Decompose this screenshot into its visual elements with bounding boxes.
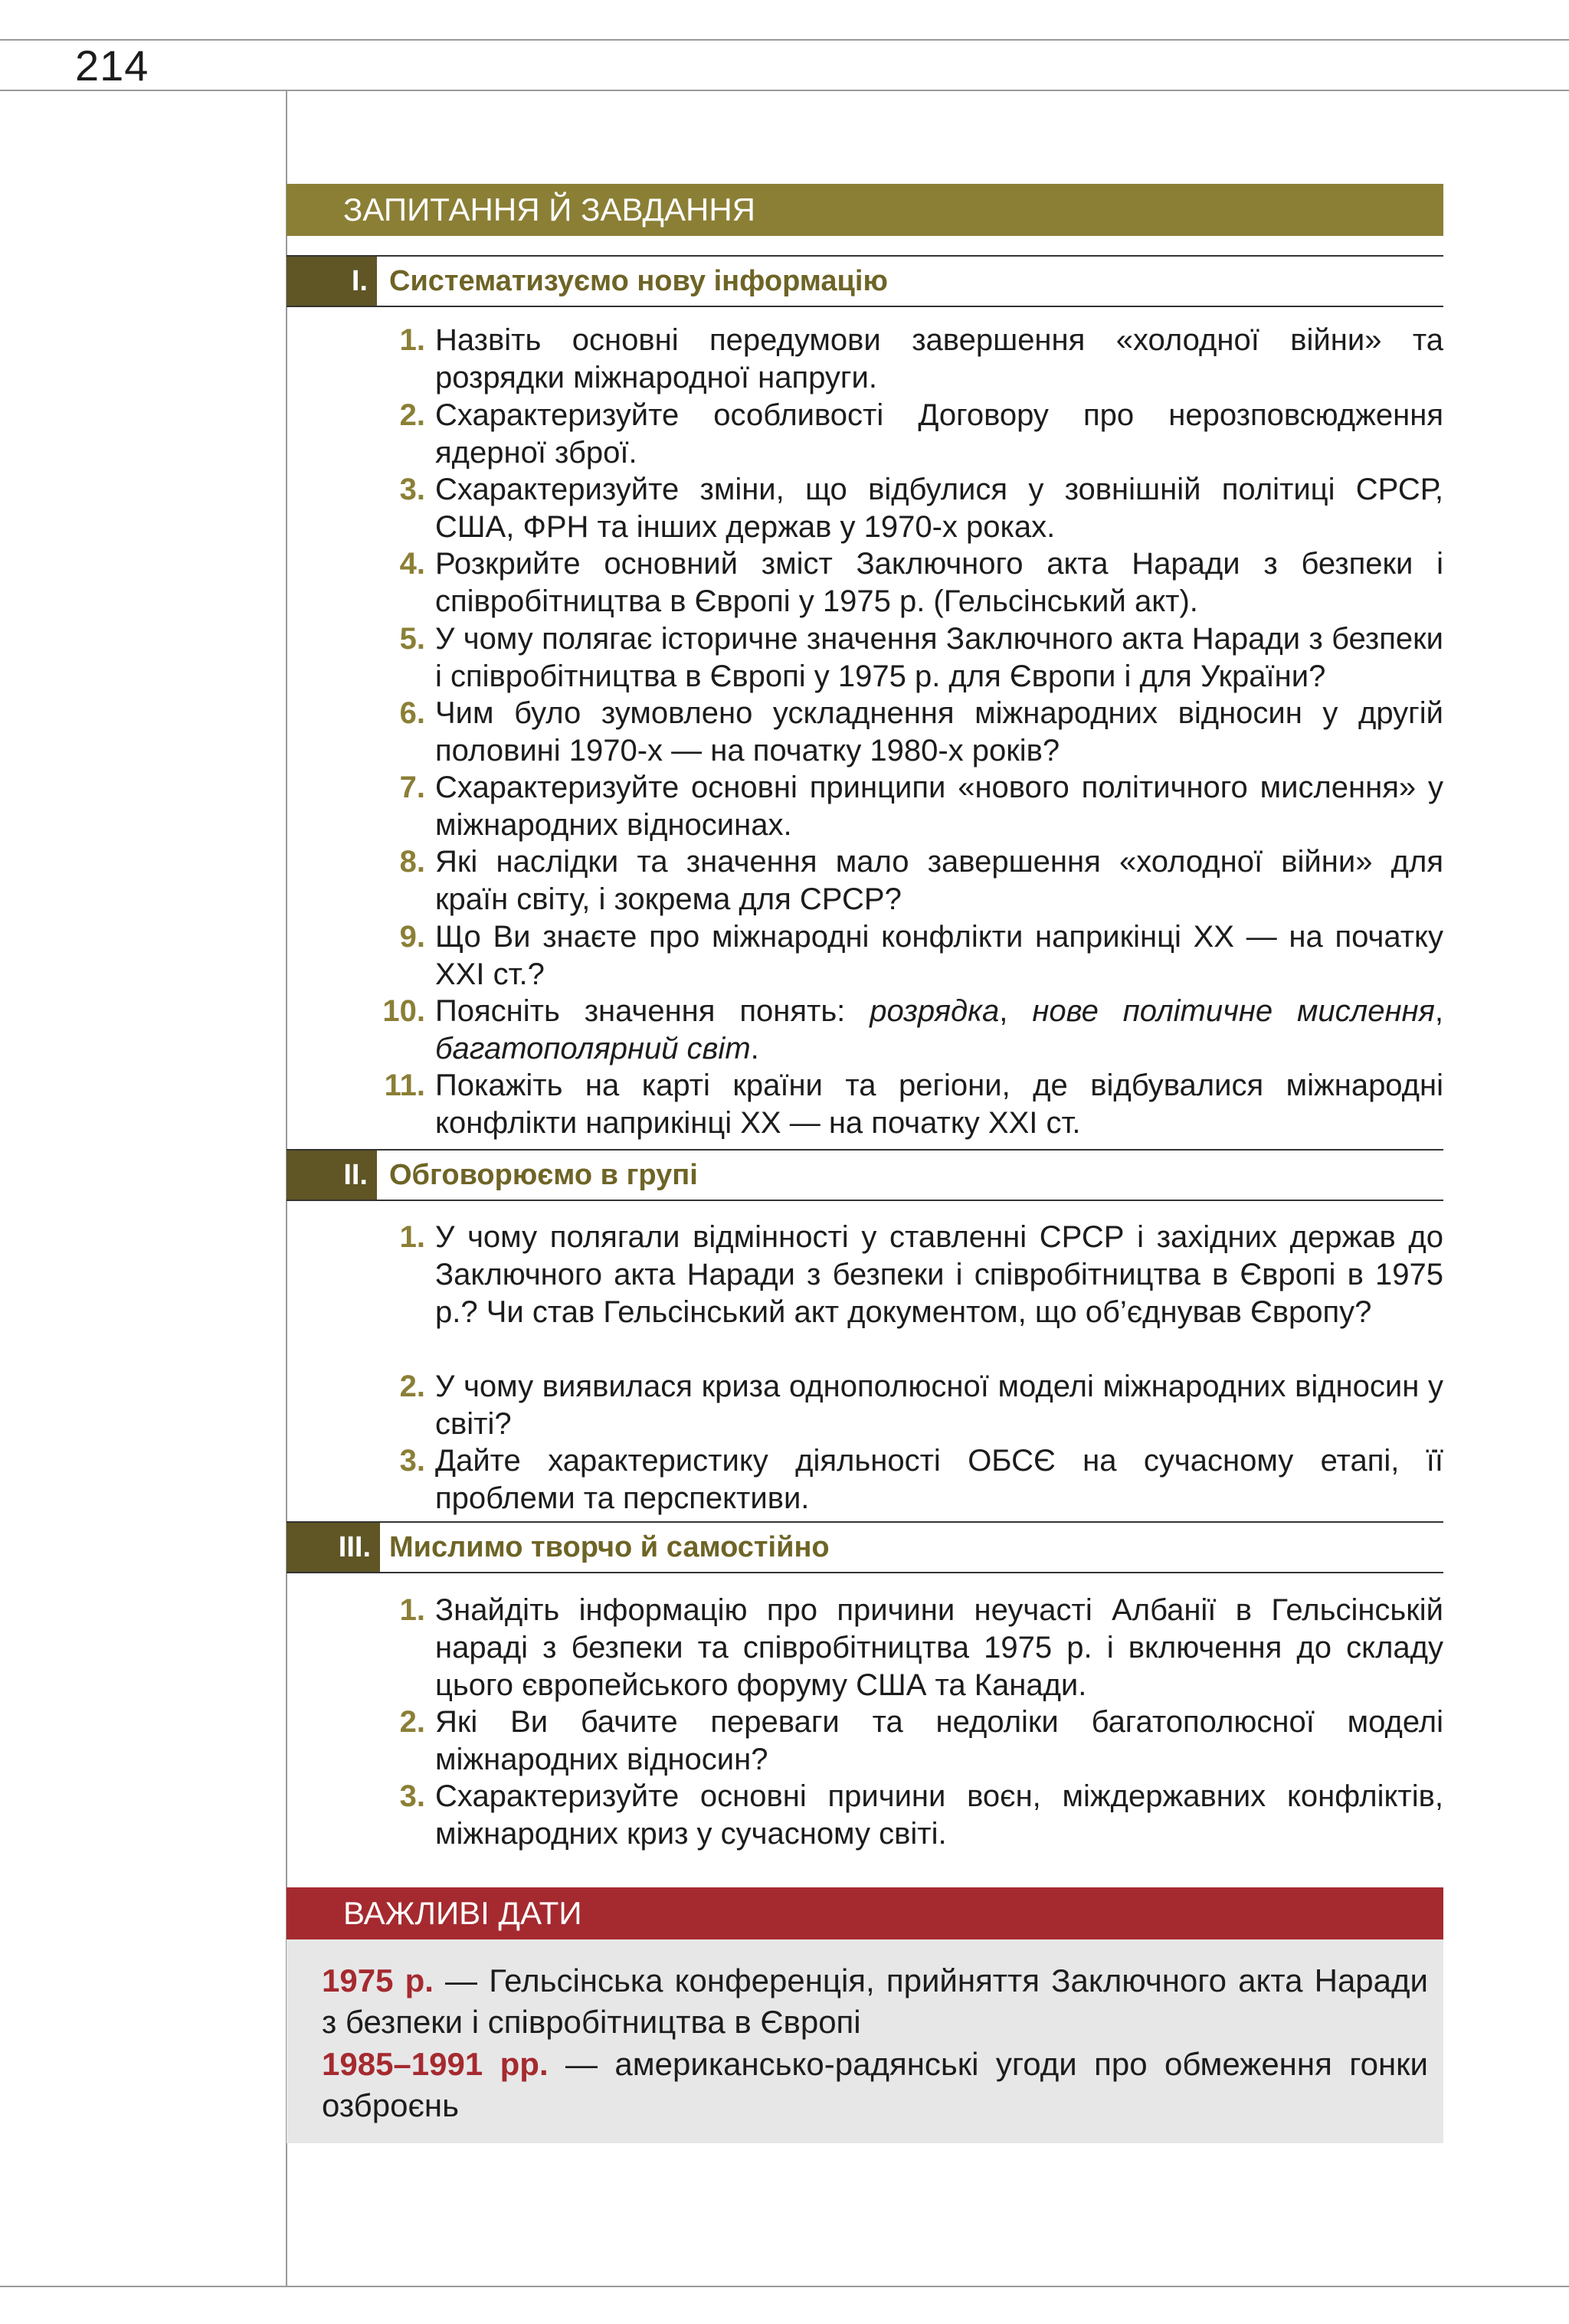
item-text: Знайдіть інформацію про причини неучасті Албанії в Гельсінській нараді з безпеки та співробітництва 1975 р. і включення до складу цього європейського форуму США та Канади. [435,1593,1443,1702]
item-text: У чому виявилася криза однополюсної моделі міжнародних відносин у світі? [435,1370,1443,1441]
date-year: 1975 р. [322,1962,434,1998]
item-number: 2. [399,1370,425,1403]
item-number: 8. [399,845,425,879]
page-number: 214 [75,41,149,90]
item-text: Схарактеризуйте основні причини воєн, міждержавних конфліктів, міжнародних криз у сучасному світі. [435,1779,1443,1851]
date-entry [322,2044,1428,2126]
item-text: У чому полягає історичне значення Заключного акта Наради з безпеки і співробітництва в Європі у 1975 р. для Європи і для України? [435,622,1443,693]
date-text: — Гельсінська конференція, прийняття Заключного акта Наради з безпеки і співробітництва в Європі [322,1962,1428,2040]
section-3-title: Мислимо творчо й самостійно [389,1531,830,1563]
item-text: Схарактеризуйте основні принципи «нового політичного мислення» у міжнародних відносинах. [435,771,1443,842]
item-text: Що Ви знаєте про міжнародні конфлікти наприкінці ХХ — на початку ХХІ ст.? [435,920,1443,991]
date-text: — американсько-радянські угоди про обмеження гонки озброєнь [322,2046,1428,2123]
term-separator: , [999,994,1033,1028]
item-text: Які наслідки та значення мало завершення «холодної війни» для країн світу, і зокрема для СРСР? [435,845,1443,916]
section-2-number: II. [343,1159,368,1191]
section-1-number: I. [351,265,368,297]
item-text: Покажіть на карті країни та регіони, де відбувалися міжнародні конфлікти наприкінці ХХ — на початку ХХІ ст. [435,1069,1443,1140]
item-number: 1. [399,1593,425,1627]
section-1-head [287,255,1443,307]
item-number: 2. [399,1705,425,1739]
term-separator: , [1434,994,1443,1028]
item-number: 2. [399,398,425,432]
item-text: Які Ви бачите переваги та недоліки багатополюсної моделі міжнародних відносин? [435,1705,1443,1776]
item-text: Дайте характеристику діяльності ОБСЄ на сучасному етапі, її проблеми та перспективи. [435,1444,1443,1515]
item-number: 3. [399,473,425,506]
item-text: Схарактеризуйте зміни, що відбулися у зовнішній політиці СРСР, США, ФРН та інших держав у 1970-х роках. [435,473,1443,544]
item-number: 11. [384,1069,425,1102]
item-text-prefix: Поясніть значення понять: [435,994,870,1028]
item-number: 9. [399,920,425,954]
section-2-tab [287,1151,377,1200]
item-number: 5. [399,622,425,656]
item-text: Розкрийте основний зміст Заключного акта Наради з безпеки і співробітництва в Європі у 1975 р. (Гельсінський акт). [435,547,1443,618]
section-3-head [287,1521,1443,1573]
item-text: Схарактеризуйте особливості Договору про нерозповсюдження ядерної зброї. [435,398,1443,470]
section-2-head [287,1149,1443,1201]
bottom-rule [0,2286,1569,2287]
header-rule [0,90,1569,91]
item-number: 7. [399,771,425,804]
item-number: 1. [399,1220,425,1254]
item-number: 1. [399,323,425,357]
item-text: Назвіть основні передумови завершення «холодної війни» та розрядки міжнародної напруги. [435,323,1443,394]
item-number: 3. [399,1444,425,1478]
item-number: 6. [399,696,425,730]
dates-header: ВАЖЛИВІ ДАТИ [287,1887,1443,1939]
item-text [435,993,1443,1068]
section-2-title: Обговорюємо в групі [389,1159,698,1191]
term-multipolar-world: багатополярний світ [435,1032,751,1065]
item-text: Чим було зумовлено ускладнення міжнародних відносин у другій половині 1970-х — на початку 1980-х років? [435,696,1443,768]
section-3-number: III. [338,1531,371,1563]
item-text-suffix: . [750,1032,759,1065]
section-1-title: Систематизуємо нову інформацію [389,265,888,297]
section-1-tab [287,257,377,306]
term-detente: розрядка [870,994,1000,1028]
term-new-political-thinking: нове політичне мислення [1032,994,1435,1028]
top-rule [0,39,1569,41]
item-number: 3. [399,1779,425,1813]
item-text: У чому полягали відмінності у ставленні СРСР і західних держав до Заключного акта Наради з безпеки і співробітництва в Європі в 1975 р.? Чи став Гельсінський акт документом, що об’єднував Європу? [435,1220,1443,1329]
item-number: 4. [399,547,425,581]
section-3-tab [287,1523,380,1572]
date-entry [322,1960,1428,2043]
item-number: 10. [382,994,425,1028]
questions-header: ЗАПИТАННЯ Й ЗАВДАННЯ [287,184,1443,236]
date-year: 1985–1991 рр. [322,2046,549,2082]
